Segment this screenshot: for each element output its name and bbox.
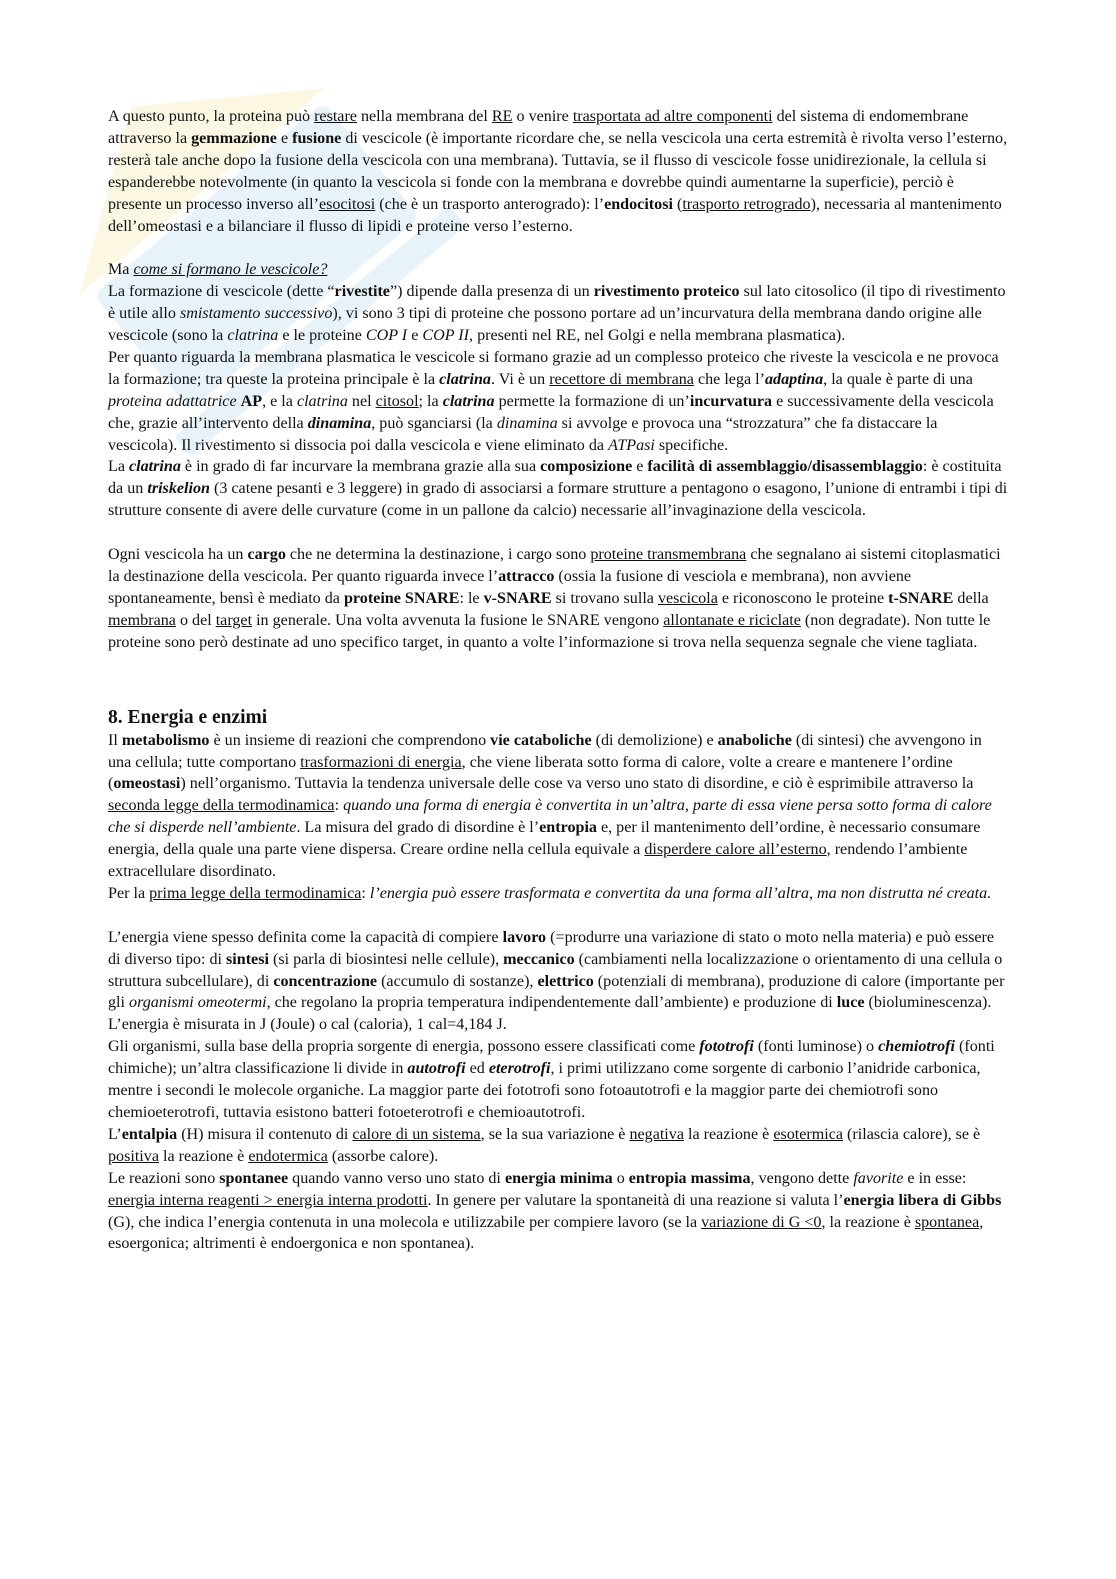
paragraph-metabolism (108, 730, 1008, 883)
underlined-term: prima legge della termodinamica (149, 884, 362, 902)
text-span: (fonti luminose) o (753, 1038, 879, 1056)
underlined-term: energia interna reagenti > energia interna prodotti (108, 1191, 428, 1209)
text-span: , se la sua variazione è (480, 1125, 630, 1143)
paragraph-organism-classes (108, 1036, 1008, 1124)
underlined-term: membrana (108, 611, 176, 629)
text-span: (di sintesi) che avvengono in una cellula; tutte comportano (108, 731, 982, 771)
text-span: La formazione di vescicole (dette “ (108, 283, 335, 301)
bold-italic-term: dinamina (307, 414, 372, 432)
text-span: . La misura del grado di disordine è l’ (296, 819, 540, 837)
text-span: e riconoscono le proteine (717, 589, 889, 607)
text-span: A questo punto, la proteina può (108, 108, 315, 125)
text-span: (si parla di biosintesi nelle cellule), (268, 950, 504, 968)
text-span: che lega l’ (693, 370, 765, 388)
text-span: , e la (262, 392, 297, 410)
text-span: che ne determina la destinazione, i cargo sono (285, 546, 591, 564)
underlined-term: recettore di membrana (549, 370, 694, 388)
text-span: . In genere per valutare la spontaneità di una reazione si valuta l’ (427, 1191, 844, 1209)
underlined-term: trasformazioni di energia (300, 753, 462, 771)
text-span: o venire (512, 108, 573, 125)
bold-term: rivestite (334, 283, 390, 301)
bold-term: entropia massima (628, 1169, 751, 1187)
underlined-term: positiva (108, 1147, 159, 1165)
underlined-term: allontanate e riciclate (663, 611, 801, 629)
italic-term: COP I (365, 327, 408, 345)
bold-term: energia minima (504, 1169, 613, 1187)
bold-italic-term: clatrina (439, 370, 491, 388)
text-span: si avvolge e provoca una “strozzatura” che fa distaccare la vescicola). Il rivestimento si dissocia poi dalla vescicola e viene eliminato da (108, 414, 938, 454)
text-span: ), necessaria al mantenimento dell’omeostasi e a bilanciare il flusso di lipidi e proteine verso l’esterno. (108, 195, 1002, 235)
underlined-term: vescicola (657, 589, 718, 607)
bold-term: v-SNARE (483, 589, 552, 607)
section-heading: 8. Energia e enzimi (108, 706, 268, 728)
underlined-term: target (215, 611, 253, 629)
text-span: di vescicole (è importante ricordare che, se nella vescicola una certa estremità è rivolta verso l’esterno, resterà tale anche dopo la fusione della vescicola con una membrana). Tuttavia, se il flusso di vescicole fosse unidirezionale, la cellula si espanderebbe notevolmente (in quanto la vescicola si fonde con la membrana e dovrebbe quindi aumentarne la superficie), perciò è presente un processo inverso all’ (108, 129, 1008, 213)
underlined-term: trasporto retrogrado (682, 195, 811, 213)
text-span: del sistema di endomembrane attraverso la (108, 108, 969, 147)
text-span: , che viene liberata sotto forma di calore, volte a creare e mantenere l’ordine ( (108, 753, 953, 793)
text-span: e successivamente della vescicola che, grazie all’intervento della (108, 392, 994, 432)
text-span: la reazione è (158, 1147, 249, 1165)
italic-term: ATPasi (608, 436, 655, 454)
italic-term: favorite (853, 1169, 904, 1187)
underlined-term: spontanea (914, 1213, 980, 1231)
text-span: Gli organismi, sulla base della propria sorgente di energia, possono essere classificati come (108, 1038, 700, 1056)
bold-term: rivestimento proteico (593, 283, 740, 301)
text-span: nel (347, 392, 376, 410)
text-span: che segnalano ai sistemi citoplasmatici la destinazione della vescicola. Per quanto riguarda invece l’ (108, 546, 1001, 585)
bold-italic-term: autotrofi (407, 1060, 466, 1078)
text-span: (accumulo di sostanze), (377, 972, 538, 990)
text-span: o (612, 1169, 629, 1187)
bold-term: proteine SNARE (343, 589, 460, 607)
bold-term: facilità di assemblaggio/disassemblaggio (647, 458, 923, 476)
bold-term: t-SNARE (888, 589, 954, 607)
text-span: : è costituita da un (108, 458, 1002, 498)
bold-italic-term: clatrina (129, 458, 181, 476)
underlined-term: citosol (375, 392, 419, 410)
text-span: : (361, 884, 370, 902)
bold-italic-term: adaptina (765, 370, 824, 388)
text-span: è in grado di far incurvare la membrana grazie alla sua (180, 458, 541, 476)
text-span: e le proteine (278, 327, 366, 345)
text-span: : le (459, 589, 484, 607)
italic-term: clatrina (296, 392, 348, 410)
bold-term: elettrico (537, 972, 594, 990)
text-span: ed (465, 1060, 489, 1078)
text-span: (fonti chimiche); un’altra classificazione li divide in (108, 1038, 995, 1078)
bold-term: attracco (498, 568, 555, 585)
text-span: Ma (108, 261, 134, 279)
paragraph-clathrin-structure (108, 456, 1008, 522)
bold-term: anaboliche (717, 731, 792, 749)
text-span: (rilascia calore), se è (843, 1125, 981, 1143)
underlined-term: esotermica (773, 1125, 844, 1143)
bold-italic-term: fototrofi (699, 1038, 754, 1056)
text-span: , presenti nel RE, nel Golgi e nella membrana plasmatica). (469, 327, 846, 345)
bold-term: composizione (540, 458, 633, 476)
text-span: e (407, 327, 423, 345)
underlined-italic-question: come si formano le vescicole? (133, 261, 328, 279)
underlined-term: disperdere calore all’esterno (644, 841, 827, 859)
italic-term: proteina adattatrice (108, 392, 237, 410)
text-span: Per la (108, 884, 150, 902)
bold-term: omeostasi (113, 775, 181, 793)
text-span: Le reazioni sono (108, 1169, 220, 1187)
text-span: Ogni vescicola ha un (108, 546, 248, 564)
text-span: della (953, 589, 989, 607)
text-span: L’energia viene spesso definita come la capacità di compiere (108, 928, 503, 946)
bold-term: incurvatura (689, 392, 773, 410)
text-span: ; la (418, 392, 443, 410)
underlined-term: endotermica (248, 1147, 328, 1165)
text-span: (di demolizione) e (591, 731, 718, 749)
bold-term: luce (836, 994, 865, 1012)
text-span: , la quale è parte di una (823, 370, 973, 388)
underlined-term: trasportata ad altre componenti (572, 108, 773, 125)
text-span: , esoergonica; altrimenti è endoergonica e non spontanea). (108, 1213, 984, 1253)
text-span: (cambiamenti nella localizzazione o orientamento di una cellula o struttura subcellulare), di (108, 950, 1003, 990)
paragraph-coated-vesicles (108, 281, 1008, 347)
paragraph-first-law (108, 883, 1008, 905)
bold-term: spontanee (219, 1169, 289, 1187)
text-span: specifiche. (654, 436, 729, 454)
bold-term: concentrazione (273, 972, 378, 990)
text-span: (H) misura il contenuto di (177, 1125, 353, 1143)
text-span: in generale. Una volta avvenuta la fusione le SNARE vengono (252, 611, 664, 629)
text-span: (ossia la fusione di vesciola e membrana), non avviene spontaneamente, bensì è mediato da (108, 568, 912, 607)
paragraph-spontaneous-reactions (108, 1168, 1008, 1256)
text-span: ), vi sono 3 tipi di proteine che possono portare ad un’incurvatura della membrana dando origine alle vescicole (sono la (108, 305, 982, 345)
bold-term: endocitosi (604, 195, 673, 213)
italic-term: l’energia può essere trasformata e convertita da una forma all’altra, ma non distrutta né creata. (369, 884, 992, 902)
text-span: (non degradate). Non tutte le proteine sono però destinate ad uno specifico target, in quanto a volte l’informazione si trova nella sequenza segnale che viene tagliata. (108, 611, 991, 651)
text-span: quando vanno verso uno stato di (288, 1169, 505, 1187)
underlined-term: variazione di G <0 (701, 1213, 822, 1231)
text-span: Il (108, 731, 122, 749)
bold-term: fusione (292, 129, 342, 147)
text-span: , che regolano la propria temperatura indipendentemente dall’ambiente) e produzione di (266, 994, 837, 1012)
bold-term: meccanico (503, 950, 575, 968)
text-span: sul lato citosolico (il tipo di rivestimento è utile allo (108, 283, 1006, 323)
bold-term: cargo (247, 546, 286, 564)
text-span: (potenziali di membrana), produzione di calore (importante per gli (108, 972, 1005, 1012)
underlined-term: esocitosi (318, 195, 376, 213)
paragraph-cargo-snare (108, 544, 1008, 654)
italic-term: dinamina (496, 414, 558, 432)
italic-term: smistamento successivo (179, 305, 333, 323)
text-span: , rendendo l’ambiente extracellulare disordinato. (108, 841, 968, 881)
text-span: e (632, 458, 648, 476)
bold-term: entalpia (121, 1125, 178, 1143)
underlined-term: calore di un sistema (352, 1125, 481, 1143)
bold-italic-term: triskelion (147, 480, 210, 498)
text-span: è un insieme di reazioni che comprendono (209, 731, 491, 749)
bold-term: entropia (539, 819, 597, 837)
paragraph-clathrin-formation (108, 347, 1008, 457)
underlined-term: seconda legge della termodinamica (108, 797, 335, 815)
document-page (108, 106, 1008, 1255)
text-span: : (334, 797, 344, 815)
text-span: nella membrana del (356, 108, 492, 125)
text-span: . Vi è un (490, 370, 550, 388)
bold-term: vie cataboliche (490, 731, 592, 749)
underlined-term: proteine transmembrana (590, 546, 747, 564)
text-span: , i primi utilizzano come sorgente di carbonio l’anidride carbonica, mentre i secondi le molecole organiche. La maggior parte dei fototrofi sono fotoautotrofi e la maggior parte dei chemiotrofi sono chemioeterotrofi, tuttavia esistono batteri fotoeterotrofi e chemioautotrofi. (108, 1060, 981, 1122)
text-span: (G), che indica l’energia contenuta in una molecola e utilizzabile per compiere lavoro (se la (108, 1213, 702, 1231)
text-span: la reazione è (683, 1125, 774, 1143)
text-span: , la reazione è (821, 1213, 915, 1231)
underlined-term: negativa (629, 1125, 684, 1143)
paragraph-enthalpy (108, 1124, 1008, 1168)
text-span: , vengono dette (750, 1169, 854, 1187)
underlined-term: RE (491, 108, 513, 125)
paragraph-vesicle-transport (108, 106, 1008, 237)
bold-italic-term: chemiotrofi (878, 1038, 955, 1056)
text-span: , può sganciarsi (la (371, 414, 497, 432)
text-span: La (108, 458, 129, 476)
bold-term: sintesi (226, 950, 269, 968)
text-span: e, per il mantenimento dell’ordine, è necessario consumare energia, della quale una parte viene dispersa. Creare ordine nella cellula equivale a (108, 819, 981, 859)
bold-italic-term: clatrina (442, 392, 495, 410)
italic-term: quando una forma di energia è convertita in un’altra, parte di essa viene persa sotto forma di calore che si disperde nell’ambiente (108, 797, 992, 837)
text-span: permette la formazione di un’ (494, 392, 690, 410)
text-span: (assorbe calore). (327, 1147, 439, 1165)
text-span: (che è un trasporto anterogrado): l’ (375, 195, 605, 213)
text-span: e in esse: (903, 1169, 967, 1187)
italic-term: organismi omeotermi (129, 994, 267, 1012)
bold-term: lavoro (502, 928, 547, 946)
bold-term: AP (240, 392, 263, 410)
text-span: o del (175, 611, 216, 629)
text-span: (3 catene pesanti e 3 leggere) in grado di associarsi a formare strutture a pentagono o esagono, l’unione di entrambi i tipi di strutture consente di avere delle curvature (come in un pallone da calcio) necessarie all’invaginazione della vescicola. (108, 480, 1008, 520)
text-span: L’ (108, 1125, 122, 1143)
bold-term: metabolismo (121, 731, 210, 749)
italic-term: clatrina (227, 327, 279, 345)
text-span: si trovano sulla (551, 589, 658, 607)
text-span: (bioluminescenza). L’energia è misurata in J (Joule) o cal (caloria), 1 cal=4,184 J. (108, 994, 992, 1034)
underlined-term: restare (314, 108, 357, 125)
text-span: e (276, 129, 293, 147)
text-span: (=produrre una variazione di stato o moto nella materia) e può essere di diverso tipo: di (108, 928, 995, 968)
text-span: ”) dipende dalla presenza di un (389, 283, 594, 301)
bold-italic-term: eterotrofi (488, 1060, 551, 1078)
bold-term: gemmazione (191, 129, 277, 147)
text-span: ( (672, 195, 683, 213)
text-span: Per quanto riguarda la membrana plasmatica le vescicole si formano grazie ad un complesso proteico che riveste la vescicola e ne provoca la formazione; tra queste la proteina principale è la (108, 348, 999, 388)
paragraph-question (108, 259, 1008, 281)
text-span: ) nell’organismo. Tuttavia la tendenza universale delle cose va verso uno stato di disordine, e ciò è esprimibile attraverso la (180, 775, 974, 793)
bold-term: energia libera di Gibbs (843, 1191, 1002, 1209)
paragraph-energy-work (108, 927, 1008, 1037)
italic-term: COP II (422, 327, 470, 345)
